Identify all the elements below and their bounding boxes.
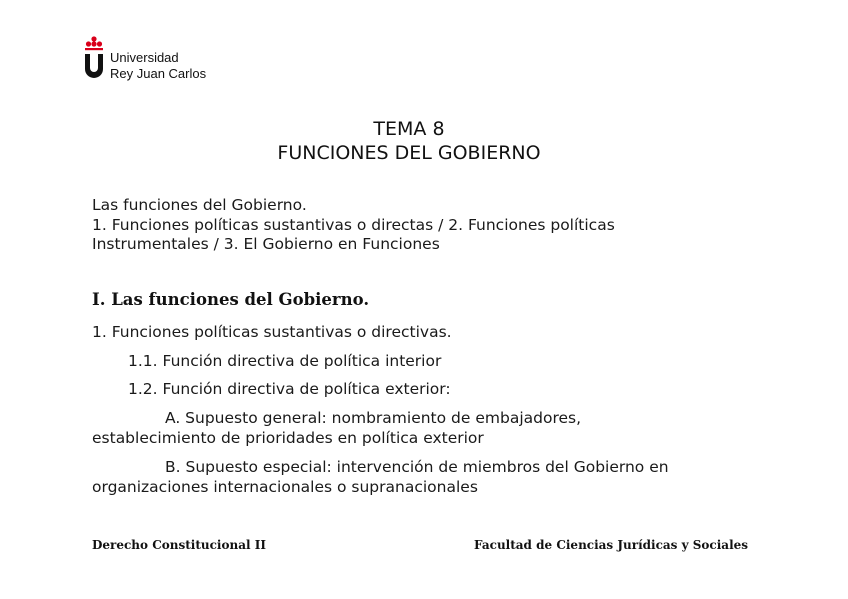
item-b-line-1: B. Supuesto especial: intervención de miembros del Gobierno en (165, 458, 669, 476)
university-name-line2: Rey Juan Carlos (110, 66, 207, 81)
item-b-line-2: organizaciones internacionales o supranacionales (92, 478, 478, 496)
item-a-line-1: A. Supuesto general: nombramiento de embajadores, (165, 409, 582, 427)
section-heading: I. Las funciones del Gobierno. (92, 290, 370, 309)
footer-faculty: Facultad de Ciencias Jurídicas y Sociales (474, 538, 749, 552)
summary-line-2: 1. Funciones políticas sustantivas o directas / 2. Funciones políticas (92, 216, 615, 234)
university-name (110, 50, 206, 82)
summary-line-3: Instrumentales / 3. El Gobierno en Funciones (92, 235, 440, 253)
university-name-line1: Universidad (110, 50, 179, 65)
summary-line-1: Las funciones del Gobierno. (92, 196, 307, 214)
university-logo (82, 34, 222, 86)
item-1-1: 1.1. Función directiva de política interior (128, 352, 442, 370)
item-1: 1. Funciones políticas sustantivas o directivas. (92, 323, 452, 341)
item-a-line-2: establecimiento de prioridades en política exterior (92, 429, 484, 447)
footer-course: Derecho Constitucional II (92, 538, 266, 552)
university-crest-icon (82, 34, 106, 80)
item-1-2: 1.2. Función directiva de política exterior: (128, 380, 451, 398)
page-title: FUNCIONES DEL GOBIERNO (277, 142, 541, 164)
page-title-topic: TEMA 8 (373, 118, 445, 140)
